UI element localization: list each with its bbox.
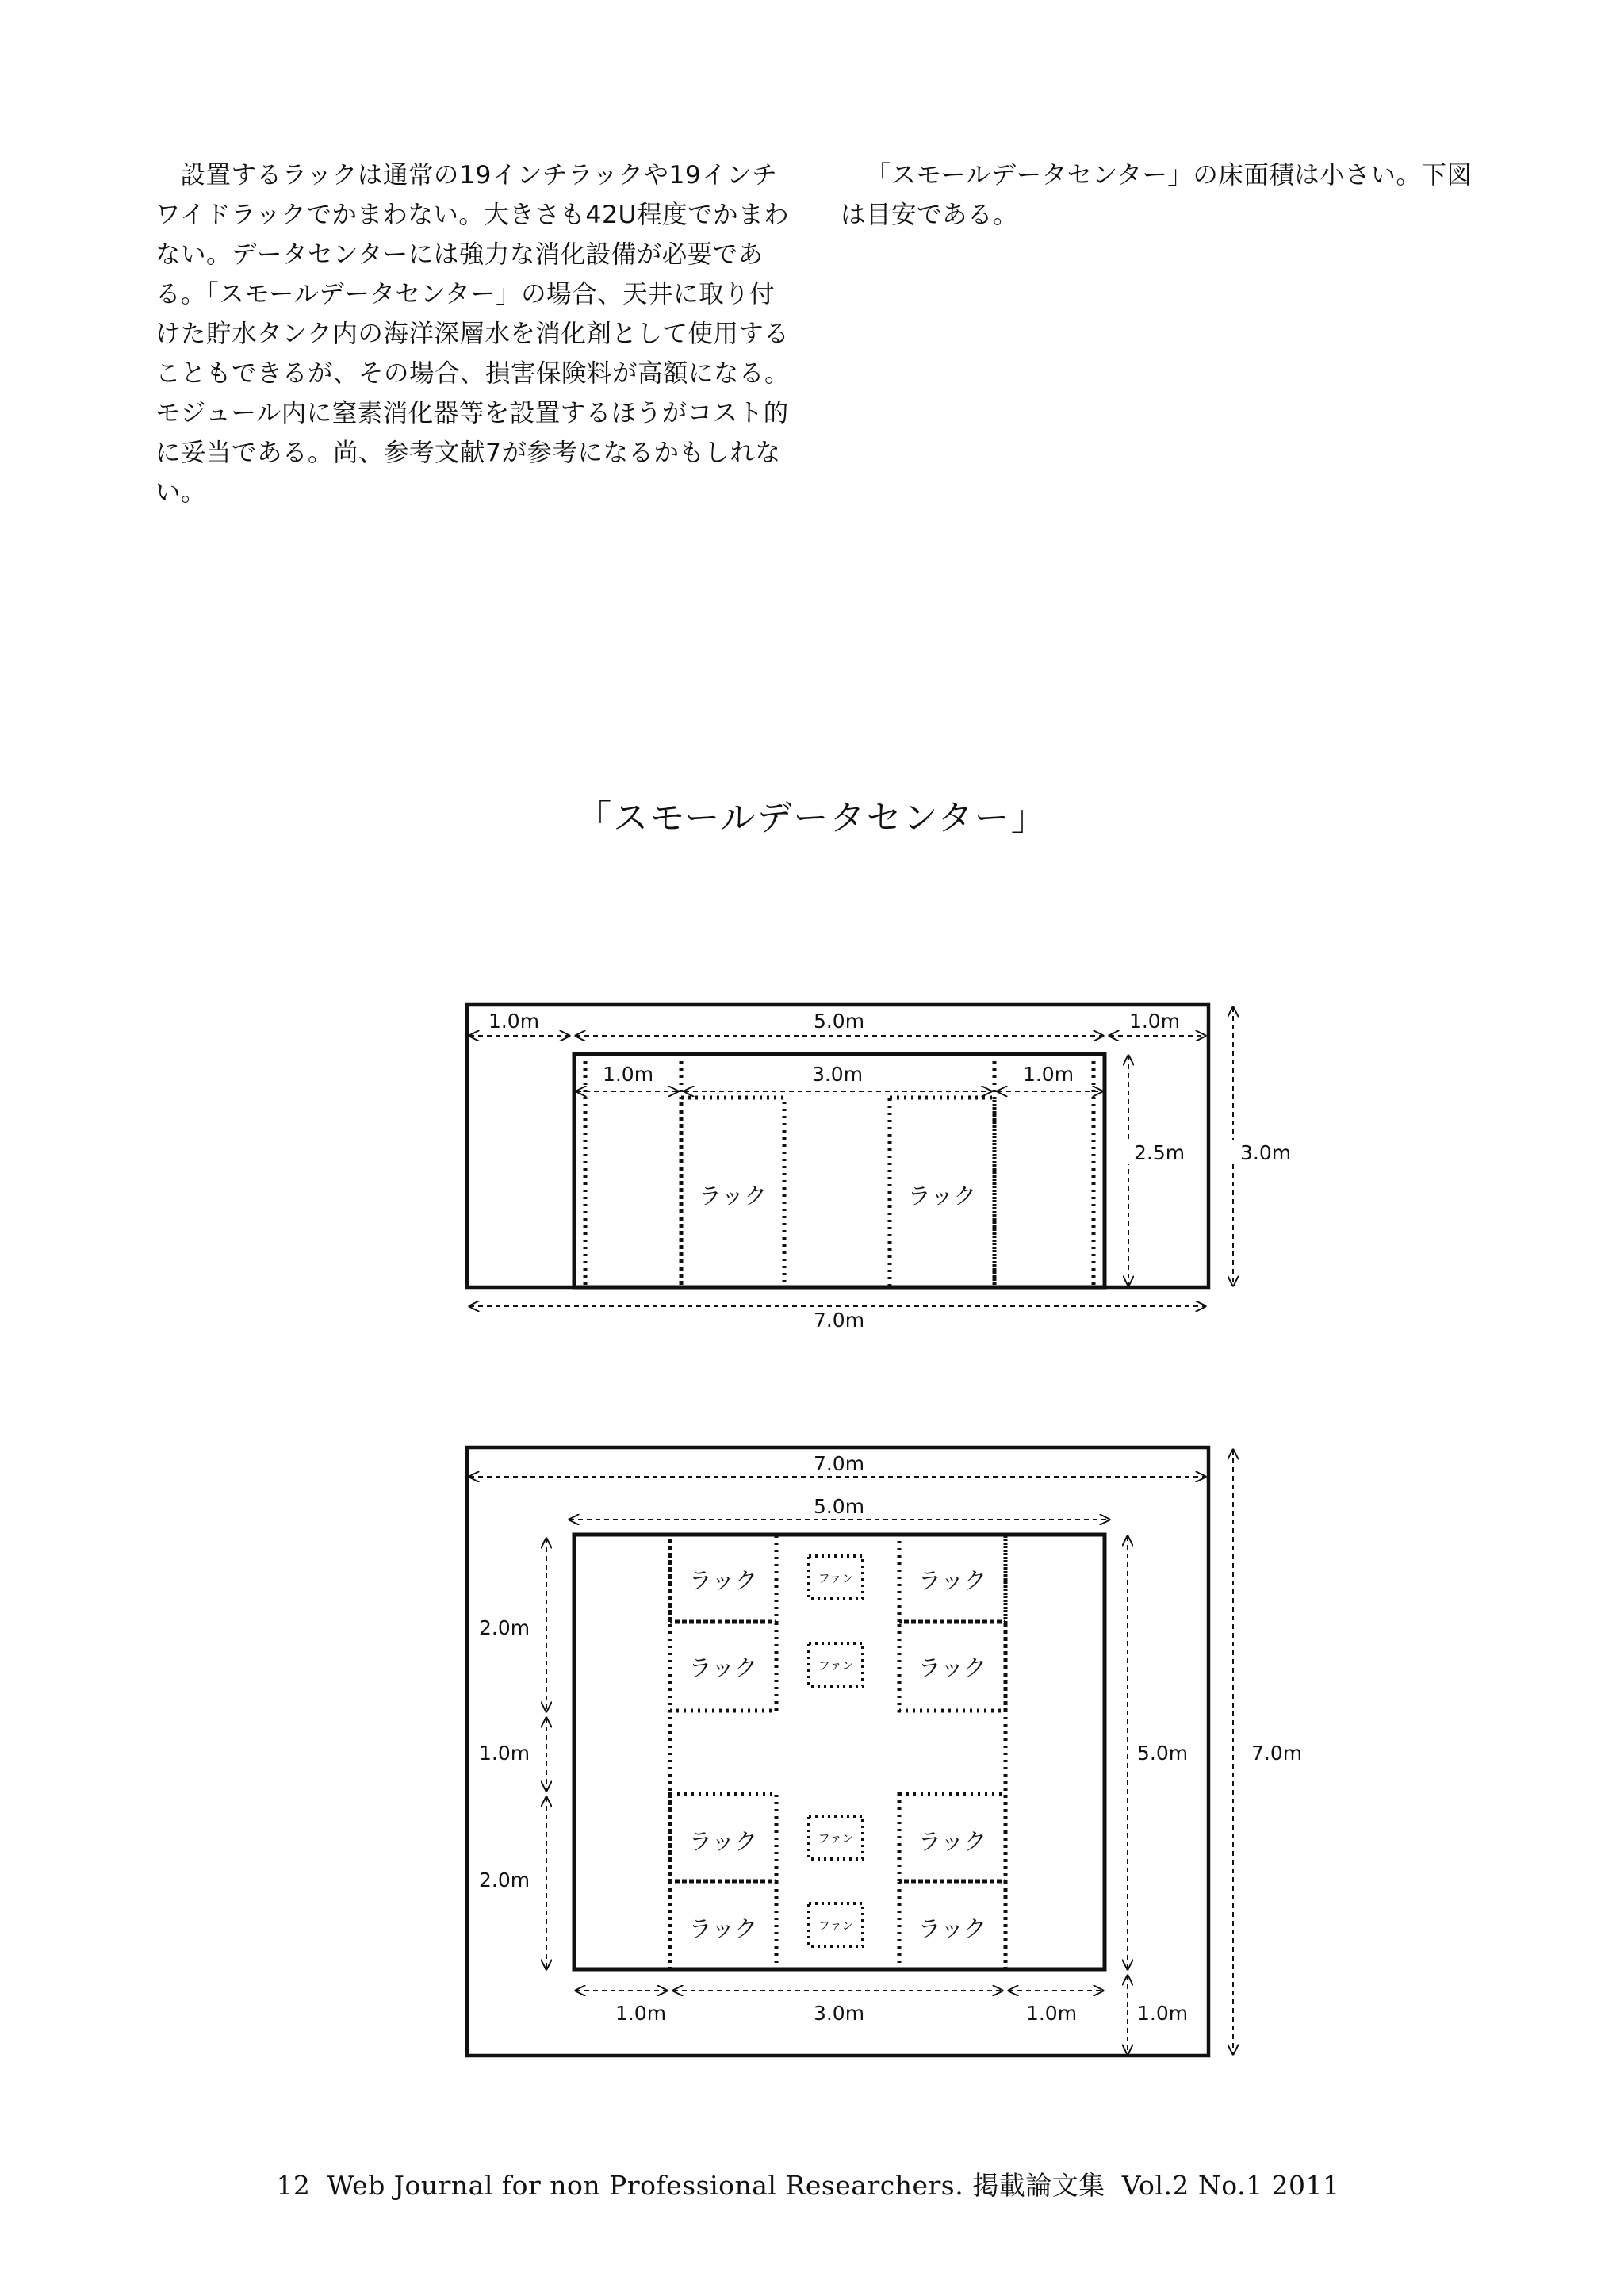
side-rack-label-1: ラック [698,1182,768,1209]
dim-inner-height: 2.5m [1134,1141,1185,1164]
figure-title: 「スモールデータセンター」 [576,798,1048,838]
top-dim-total-height: 7.0m [1251,1742,1303,1765]
top-dim-left-middle: 1.0m [479,1742,530,1765]
fan-label-3: ファン [818,1831,854,1846]
top-rack-label-8: ラック [917,1915,987,1942]
left-paragraph: 設置するラックは通常の19インチラックや19インチワイドラックでかまわない。大きさも42U程度でかまわない。データセンターには強力な消化設備が必要である。「スモールデータセンター」の場合、天井に取り付けた貯水タンク内の海洋深層水を消化剤として使用することもできるが、その場合、損害保険料が高額になる。モジュール内に窒素消化器等を設置するほうがコスト的に妥当である。尚、参考文献7が参考になるかもしれない。 [155,161,791,507]
dim-outer-left: 1.0m [488,1010,540,1033]
side-outer-box [467,1005,1208,1287]
top-dim-bottom-margin: 1.0m [1137,2002,1189,2025]
top-dim-bottom-middle: 3.0m [813,2002,865,2025]
top-rack-label-1: ラック [688,1567,758,1594]
top-outer-box [467,1447,1208,2056]
top-rack-label-7: ラック [688,1915,758,1942]
top-dim-left-upper: 2.0m [479,1616,530,1639]
dim-outer-height: 3.0m [1240,1141,1292,1164]
top-dim-bottom-left: 1.0m [615,2002,667,2025]
top-rack-label-4: ラック [917,1654,987,1681]
top-dim-inner-height: 5.0m [1137,1742,1189,1765]
dim-total-width: 7.0m [813,1309,865,1332]
top-dim-inner-width: 5.0m [813,1495,865,1518]
journal-volume: Vol.2 No.1 2011 [1121,2170,1340,2201]
side-rack-label-2: ラック [907,1182,977,1209]
page-footer [0,2165,1624,2202]
fan-label-2: ファン [818,1658,854,1673]
dim-inner-left: 1.0m [602,1063,654,1086]
dim-outer-right: 1.0m [1128,1010,1181,1033]
top-dim-bottom-right: 1.0m [1025,2002,1078,2025]
side-inner-box [574,1054,1105,1287]
top-rack-label-5: ラック [688,1828,758,1855]
fan-group [809,1556,863,1946]
fan-label-4: ファン [818,1918,854,1933]
top-rack-label-6: ラック [917,1828,987,1855]
journal-name: Web Journal for non Professional Researchers. 掲載論文集 [327,2170,1105,2201]
dim-outer-middle: 5.0m [813,1010,865,1033]
top-rack-label-2: ラック [917,1567,987,1594]
top-dim-left-lower: 2.0m [479,1869,530,1892]
top-inner-box [574,1535,1105,1969]
dim-inner-middle: 3.0m [811,1063,864,1086]
page-number: 12 [276,2170,311,2201]
fan-label-1: ファン [818,1571,854,1585]
top-view-diagram [0,1428,1624,2062]
right-paragraph: 「スモールデータセンター」の床面積は小さい。下図は目安である。 [841,161,1473,229]
top-rack-label-3: ラック [688,1654,758,1681]
dim-inner-right: 1.0m [1022,1063,1074,1086]
top-dim-total-width: 7.0m [813,1452,865,1475]
